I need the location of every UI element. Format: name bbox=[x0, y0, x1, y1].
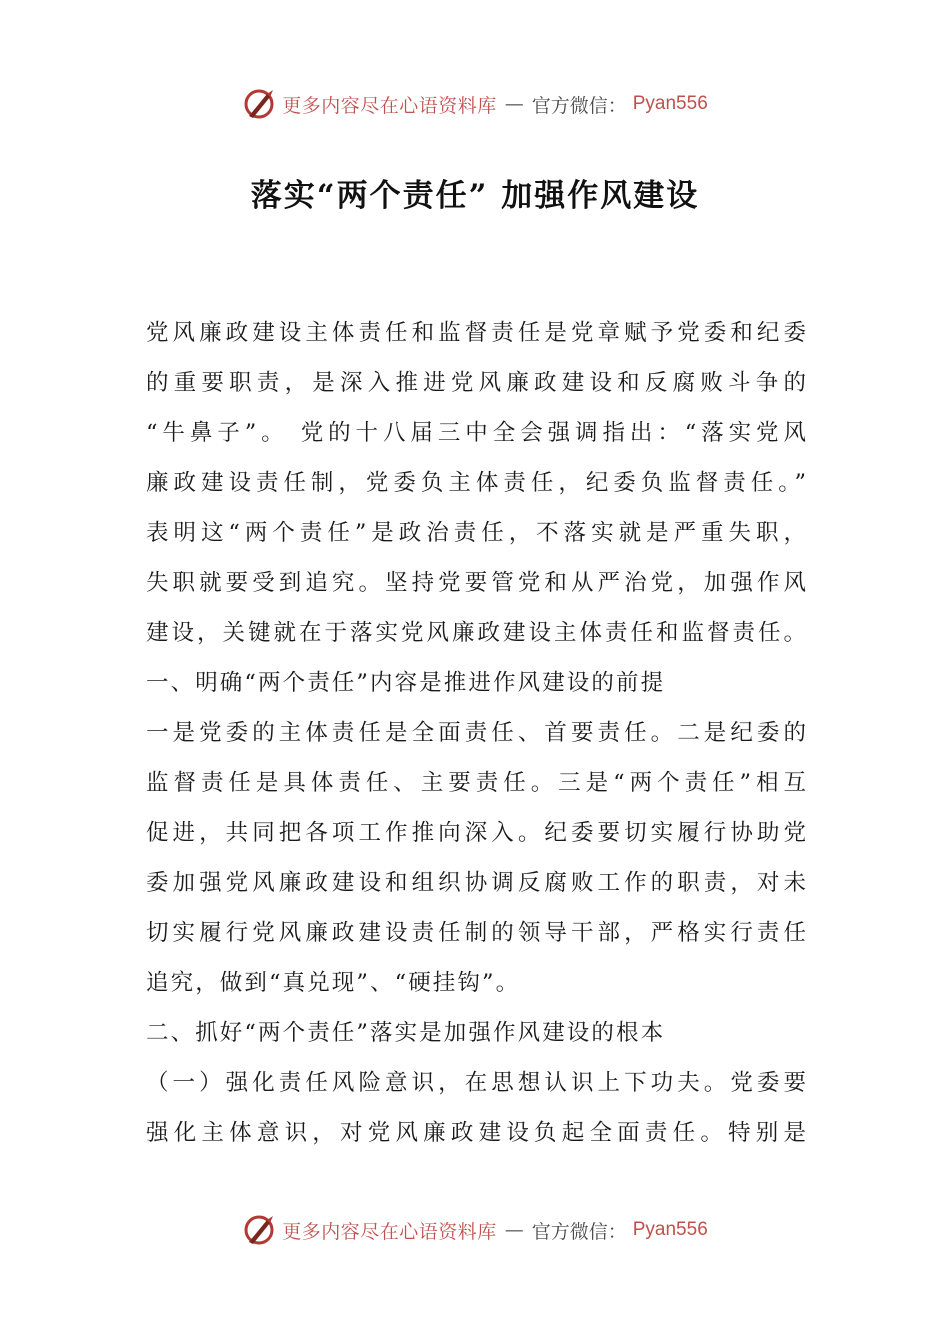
document-title: 落实“两个责任” 加强作风建设 bbox=[250, 178, 700, 214]
body-line: 建设，关键就在于落实党风廉政建设主体责任和监督责任。 bbox=[146, 620, 806, 646]
body-line: 一是党委的主体责任是全面责任、首要责任。二是纪委的 bbox=[146, 720, 806, 746]
body-line: “牛鼻子”。 党的十八届三中全会强调指出：“落实党风 bbox=[146, 420, 806, 446]
body-line: 失职就要受到追究。坚持党要管党和从严治党，加强作风 bbox=[146, 570, 806, 596]
quill-logo-icon bbox=[242, 1213, 276, 1247]
section-heading: 一、明确“两个责任”内容是推进作风建设的前提 bbox=[146, 670, 666, 696]
footer-banner bbox=[0, 1212, 950, 1248]
body-line: （一）强化责任风险意识，在思想认识上下功夫。党委要 bbox=[146, 1070, 806, 1096]
body-line: 党风廉政建设主体责任和监督责任是党章赋予党委和纪委 bbox=[146, 320, 806, 346]
body-line: 表明这“两个责任”是政治责任，不落实就是严重失职， bbox=[146, 520, 806, 546]
document-body bbox=[146, 308, 806, 1158]
header-banner bbox=[0, 86, 950, 122]
body-line: 的重要职责，是深入推进党风廉政建设和反腐败斗争的 bbox=[146, 370, 806, 396]
banner-text: 更多内容尽在心语资料库 bbox=[282, 1220, 497, 1243]
section-heading: 二、抓好“两个责任”落实是加强作风建设的根本 bbox=[146, 1020, 666, 1046]
body-line: 监督责任是具体责任、主要责任。三是“两个责任”相互 bbox=[146, 770, 806, 796]
body-line: 追究，做到“真兑现”、“硬挂钩”。 bbox=[146, 970, 521, 996]
banner-dash: — bbox=[504, 93, 524, 115]
banner-wechat-id: Pyan556 bbox=[632, 93, 708, 114]
banner-text: 更多内容尽在心语资料库 bbox=[282, 94, 497, 117]
body-line: 强化主体意识，对党风廉政建设负起全面责任。特别是 bbox=[146, 1120, 806, 1146]
banner-dash: — bbox=[504, 1219, 524, 1241]
quill-logo-icon bbox=[242, 87, 276, 121]
body-line: 切实履行党风廉政建设责任制的领导干部，严格实行责任 bbox=[146, 920, 806, 946]
body-line: 促进，共同把各项工作推向深入。纪委要切实履行协助党 bbox=[146, 820, 806, 846]
banner-wechat-label: 官方微信： bbox=[531, 1220, 627, 1243]
banner-wechat-label: 官方微信： bbox=[531, 94, 627, 117]
body-line: 委加强党风廉政建设和组织协调反腐败工作的职责，对未 bbox=[146, 870, 806, 896]
body-line: 廉政建设责任制，党委负主体责任，纪委负监督责任。” bbox=[146, 470, 806, 496]
banner-wechat-id: Pyan556 bbox=[632, 1219, 708, 1240]
